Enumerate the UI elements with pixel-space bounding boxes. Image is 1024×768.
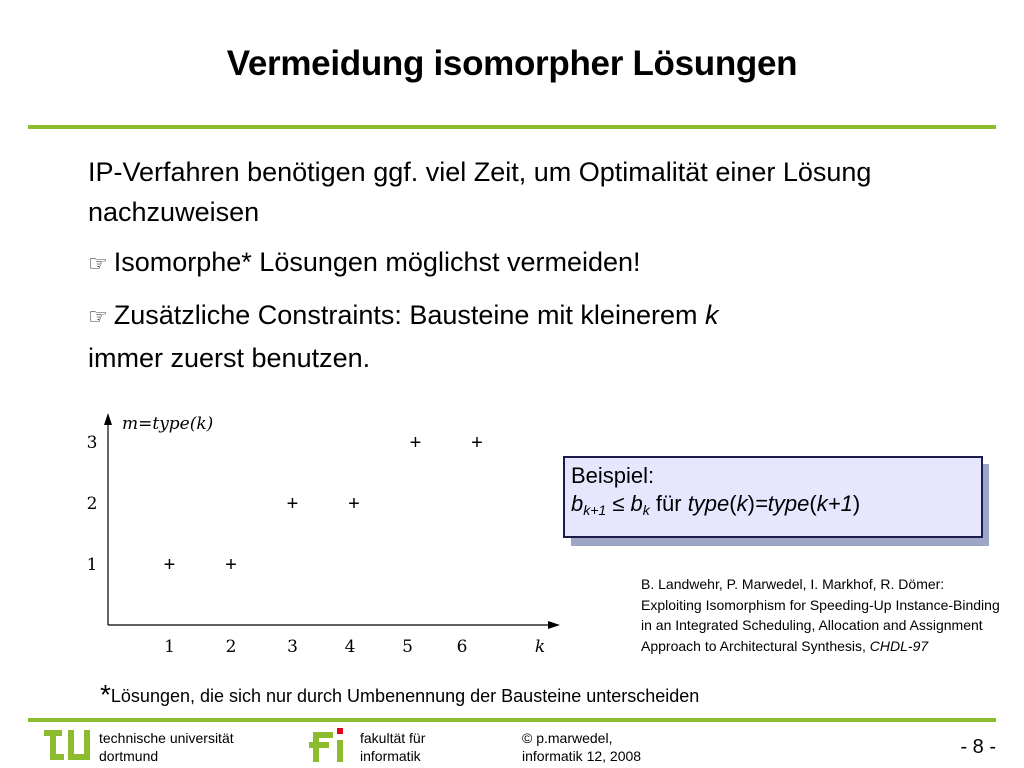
x-tick-label: 1 bbox=[164, 637, 175, 657]
y-tick-label: 1 bbox=[86, 555, 98, 575]
type-scatter-chart bbox=[78, 405, 568, 665]
bullet-text-3-cont: immer zuerst benutzen. bbox=[88, 343, 371, 373]
x-tick-label: 5 bbox=[402, 637, 413, 657]
citation-venue: CHDL-97 bbox=[869, 637, 929, 654]
footer-divider bbox=[28, 718, 996, 722]
x-tick-label: 3 bbox=[287, 637, 298, 657]
tu-logo-icon bbox=[44, 728, 94, 762]
footer-copyright: © p.marwedel, informatik 12, 2008 bbox=[522, 730, 642, 764]
footnote bbox=[100, 679, 699, 711]
bullet-item-2 bbox=[88, 242, 988, 285]
bullet-variable-k: k bbox=[705, 300, 719, 330]
x-tick-label: 6 bbox=[456, 637, 468, 657]
slide-title: Vermeidung isomorpher Lösungen bbox=[226, 44, 798, 83]
page-number: - 8 - bbox=[960, 736, 996, 758]
x-axis-label: k bbox=[534, 637, 546, 657]
callout-formula: $b_{k+1} \le b_k$ für type(k)=type(k+1) bbox=[571, 491, 861, 518]
pointing-hand-icon: ☞ bbox=[88, 252, 108, 277]
bullet-text-1: IP-Verfahren benötigen ggf. viel Zeit, um Optimalität einer Lösung nachzuweisen bbox=[88, 157, 872, 227]
pointing-hand-icon: ☞ bbox=[88, 305, 108, 330]
footnote-text: Lösungen, die sich nur durch Umbenennung der Bausteine unterscheiden bbox=[110, 686, 700, 706]
bullet-item-3 bbox=[88, 295, 988, 378]
data-point: + bbox=[163, 554, 176, 576]
chart-title: m=type(k) bbox=[122, 414, 214, 434]
title-divider bbox=[28, 125, 996, 129]
footnote-star: * bbox=[100, 679, 111, 710]
example-callout bbox=[563, 456, 983, 538]
citation bbox=[641, 574, 1001, 656]
data-point: + bbox=[471, 432, 483, 454]
data-point: + bbox=[348, 493, 360, 515]
chart-marks bbox=[164, 432, 483, 576]
footer-faculty: fakultät für informatik bbox=[360, 730, 426, 764]
y-axis-arrow bbox=[104, 413, 112, 425]
data-point: + bbox=[286, 493, 299, 515]
data-point: + bbox=[225, 554, 237, 576]
data-point: + bbox=[409, 432, 422, 454]
bullet-text-3: Zusätzliche Constraints: Bausteine mit kleinerem bbox=[113, 300, 698, 330]
bullet-text-2: Isomorphe* Lösungen möglichst vermeiden! bbox=[113, 247, 641, 277]
x-axis-arrow bbox=[548, 621, 560, 629]
footer-university: technische universität dortmund bbox=[99, 730, 234, 764]
y-tick-label: 2 bbox=[86, 494, 98, 514]
x-tick-label: 4 bbox=[344, 637, 356, 657]
x-tick-label: 2 bbox=[225, 637, 237, 657]
chart-axes bbox=[87, 413, 560, 657]
y-tick-label: 3 bbox=[86, 433, 98, 453]
callout-heading: Beispiel: bbox=[571, 463, 655, 488]
fi-logo-icon bbox=[309, 726, 353, 764]
citation-text: B. Landwehr, P. Marwedel, I. Markhof, R. Dömer: Exploiting Isomorphism for Speeding-Up Instance-Binding in an Integrated Scheduling, Allocation and Assignment Approach to Architectural Synthesis, bbox=[641, 576, 1000, 654]
bullet-list bbox=[88, 152, 988, 378]
